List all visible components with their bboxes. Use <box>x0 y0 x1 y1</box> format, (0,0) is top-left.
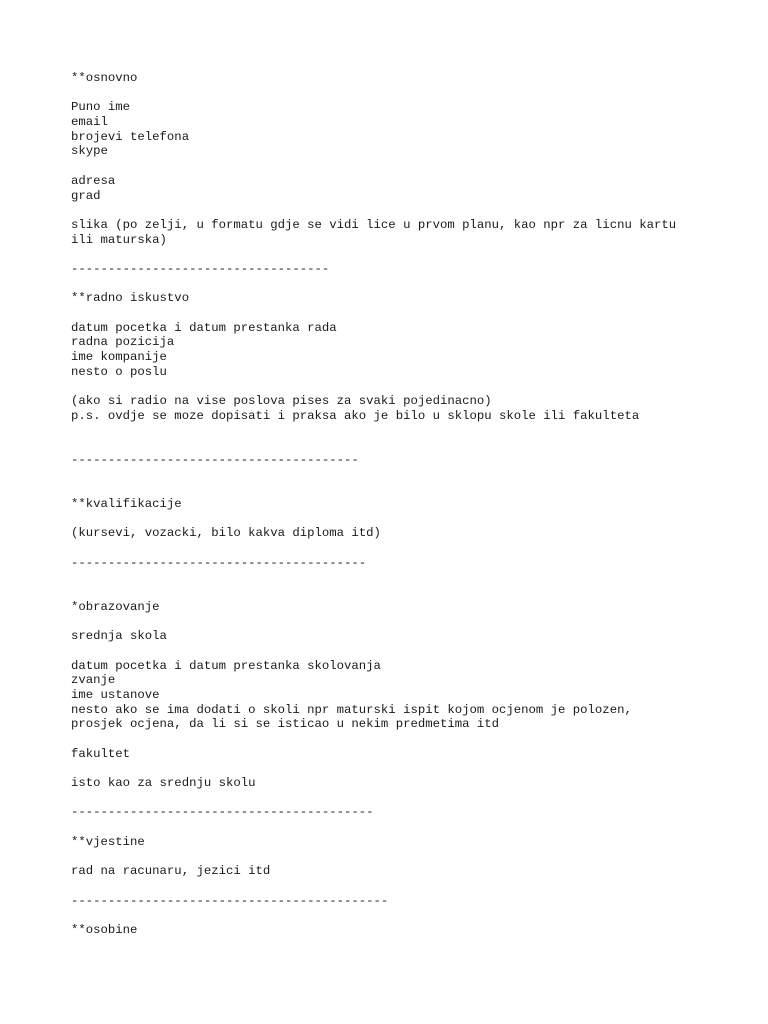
text-line: ili maturska) <box>71 232 167 247</box>
text-line: prosjek ocjena, da li si se isticao u nekim predmetima itd <box>71 717 500 732</box>
text-line: p.s. ovdje se moze dopisati i praksa ako je bilo u sklopu skole ili fakulteta <box>71 408 640 423</box>
text-line: Puno ime <box>71 100 131 115</box>
text-line: datum pocetka i datum prestanka skolovanja <box>71 658 381 673</box>
text-line: email <box>71 115 108 130</box>
document-page <box>71 71 731 938</box>
divider-line: ------------------------------------------- <box>71 893 389 908</box>
section-heading-vjestine: **vjestine <box>71 834 145 849</box>
divider-line: ---------------------------------------- <box>71 555 367 570</box>
text-line: adresa <box>71 173 116 188</box>
text-line: rad na racunaru, jezici itd <box>71 864 271 879</box>
text-line: srednja skola <box>71 629 167 644</box>
text-line: skype <box>71 144 108 159</box>
text-line: nesto ako se ima dodati o skoli npr maturski ispit kojom ocjenom je polozen, <box>71 702 632 717</box>
section-heading-osobine: **osobine <box>71 922 138 937</box>
divider-line: ----------------------------------- <box>71 261 330 276</box>
text-line: grad <box>71 188 101 203</box>
section-heading-osnovno: **osnovno <box>71 71 138 85</box>
text-line: (ako si radio na vise poslova pises za svaki pojedinacno) <box>71 394 492 409</box>
section-heading-radno-iskustvo: **radno iskustvo <box>71 291 190 306</box>
text-line: slika (po zelji, u formatu gdje se vidi lice u prvom planu, kao npr za licnu kartu <box>71 217 677 232</box>
section-heading-kvalifikacije: **kvalifikacije <box>71 496 182 511</box>
text-line: nesto o poslu <box>71 364 167 379</box>
divider-line: ----------------------------------------- <box>71 805 374 820</box>
text-line: ime ustanove <box>71 687 160 702</box>
text-line: brojevi telefona <box>71 129 190 144</box>
text-line: datum pocetka i datum prestanka rada <box>71 320 337 335</box>
text-line: ime kompanije <box>71 350 167 365</box>
divider-line: --------------------------------------- <box>71 452 359 467</box>
text-line: isto kao za srednju skolu <box>71 776 256 791</box>
section-heading-obrazovanje: *obrazovanje <box>71 599 160 614</box>
text-line: zvanje <box>71 673 116 688</box>
text-line: fakultet <box>71 746 131 761</box>
text-line: (kursevi, vozacki, bilo kakva diploma itd) <box>71 526 381 541</box>
text-line: radna pozicija <box>71 335 175 350</box>
